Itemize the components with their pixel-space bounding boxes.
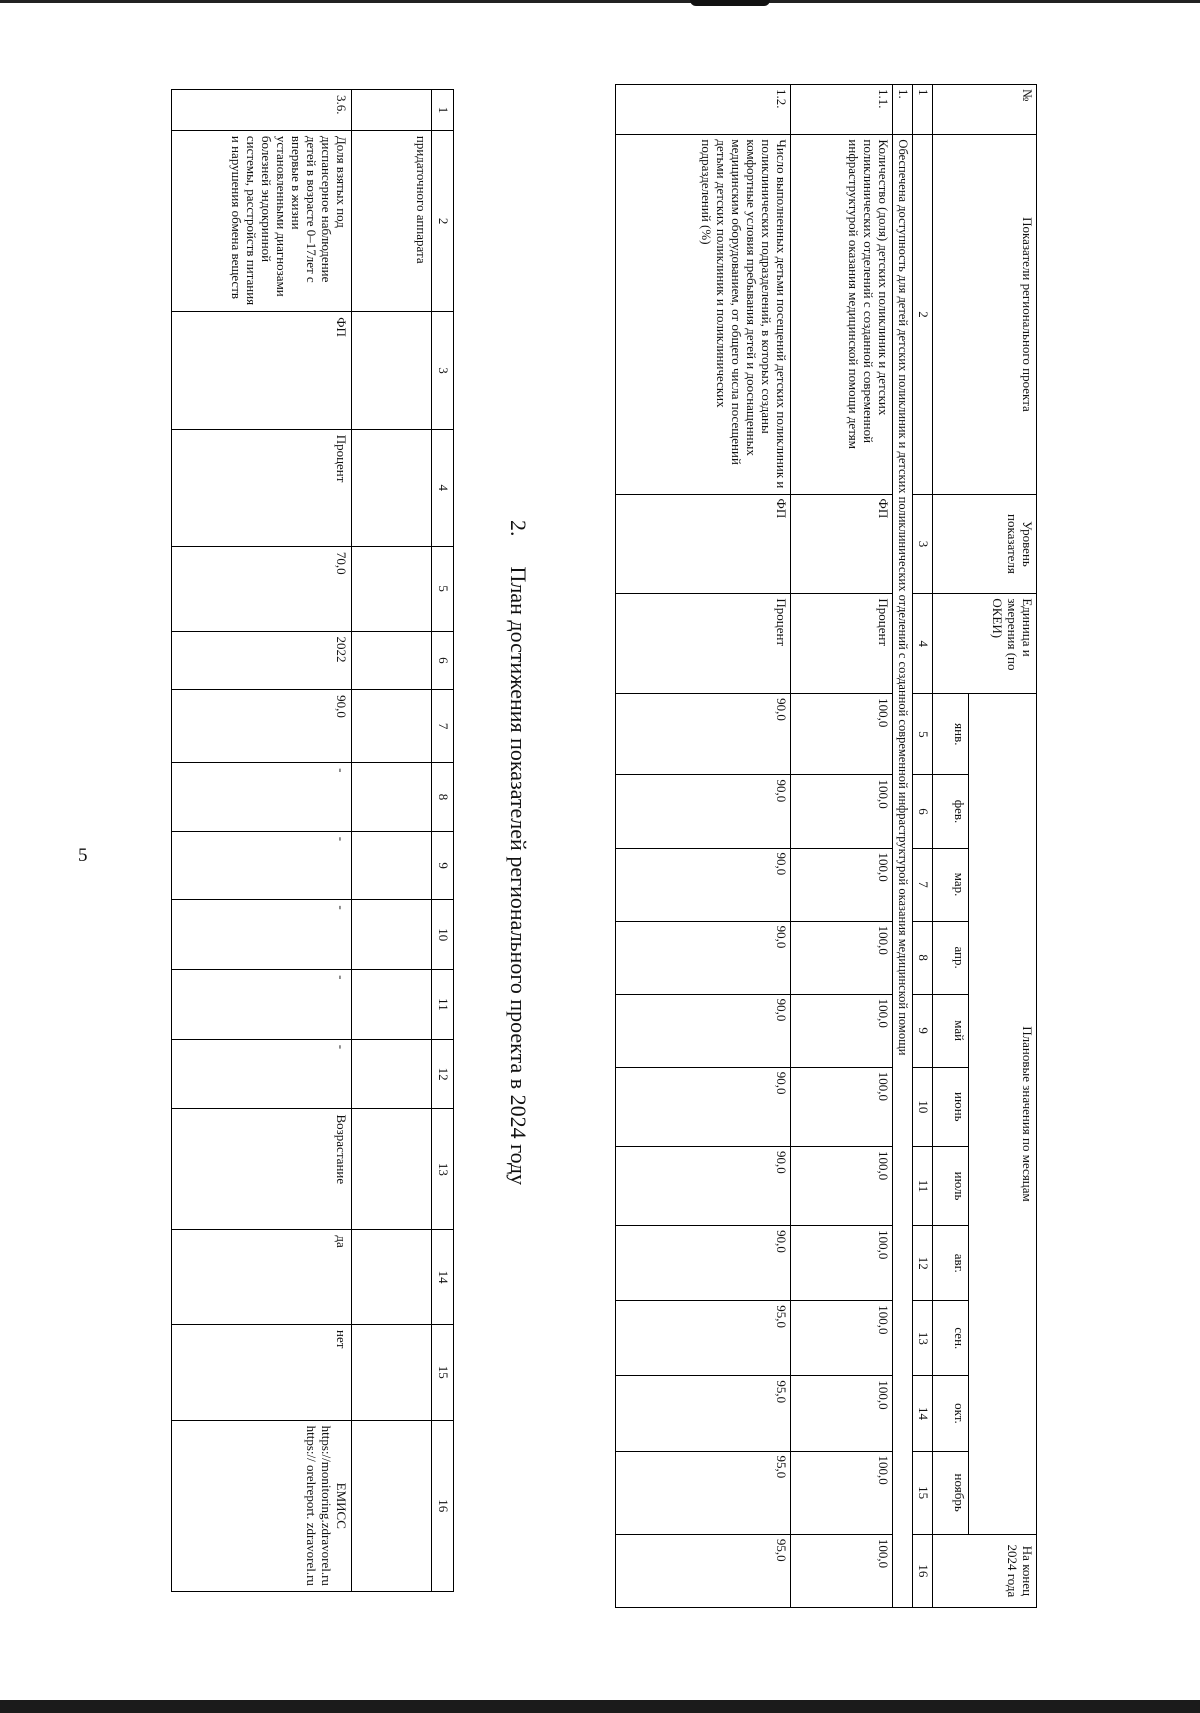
col-number: 14 bbox=[913, 1376, 933, 1451]
col-header: 8 bbox=[432, 763, 454, 832]
indicator-level: ФП bbox=[791, 494, 893, 594]
indicator-name: Число выполненных детьми посещений детских поликлиник и поликлинических подразделений, в которых созданы комфортные условия пребывания детей и дооснащенных медицинским оборудованием, от общего числа посещений детьми детских поликлиник и поликлинических подразделений (%) bbox=[616, 135, 791, 494]
month-label: апр. bbox=[933, 921, 969, 994]
col-header-name: Показатели регионального проекта bbox=[933, 135, 1037, 494]
col-header: 2 bbox=[432, 130, 454, 311]
col-number: 7 bbox=[913, 848, 933, 921]
trend-cell: Возрастание bbox=[172, 1109, 352, 1230]
col-number: 12 bbox=[913, 1226, 933, 1301]
month-value: 100,0 bbox=[791, 1301, 893, 1376]
indicator-name-continued: придаточного аппарата bbox=[352, 130, 432, 311]
section-heading bbox=[505, 520, 531, 1185]
month-label: янв. bbox=[933, 694, 969, 775]
indicator-level: ФП bbox=[616, 494, 791, 594]
col-number: 8 bbox=[913, 921, 933, 994]
indicators-table-continued bbox=[171, 89, 454, 1592]
month-value: 90,0 bbox=[616, 921, 791, 994]
value-cell: - bbox=[172, 970, 352, 1040]
col-number: 11 bbox=[913, 1146, 933, 1225]
col-number: 2 bbox=[913, 135, 933, 494]
end-value: 100,0 bbox=[791, 1534, 893, 1607]
group-row bbox=[893, 85, 913, 1608]
indicator-unit: Процент bbox=[616, 594, 791, 694]
month-value: 100,0 bbox=[791, 1146, 893, 1225]
month-label: окт. bbox=[933, 1376, 969, 1451]
col-header: 13 bbox=[432, 1109, 454, 1230]
month-value: 100,0 bbox=[791, 848, 893, 921]
col-header: 1 bbox=[432, 90, 454, 131]
month-value: 100,0 bbox=[791, 921, 893, 994]
month-value: 100,0 bbox=[791, 1376, 893, 1451]
month-label: ноябрь bbox=[933, 1451, 969, 1534]
col-number: 16 bbox=[913, 1534, 933, 1607]
month-value: 100,0 bbox=[791, 994, 893, 1067]
source-cell: ЕМИСС https://monitoring.zdravorel.ru https:// orelreport. zdravorel.ru bbox=[172, 1420, 352, 1591]
col-number: 4 bbox=[913, 594, 933, 694]
col-header-monthly: Плановые значения по месяцам bbox=[969, 694, 1037, 1535]
month-value: 100,0 bbox=[791, 1067, 893, 1146]
col-header-level: Уровень показателя bbox=[933, 494, 1037, 594]
month-label: мар. bbox=[933, 848, 969, 921]
col-header: 10 bbox=[432, 900, 454, 970]
col-header: 15 bbox=[432, 1325, 454, 1421]
table-row bbox=[172, 90, 352, 1592]
col-number: 3 bbox=[913, 494, 933, 594]
col-number: 1 bbox=[913, 85, 933, 135]
value-cell: - bbox=[172, 831, 352, 900]
row-number: 1.2. bbox=[616, 85, 791, 135]
table-row bbox=[616, 85, 791, 1608]
col-header-end: На конец 2024 года bbox=[933, 1534, 1037, 1607]
month-label: июль bbox=[933, 1146, 969, 1225]
month-value: 90,0 bbox=[616, 1067, 791, 1146]
row-number: 3.6. bbox=[172, 90, 352, 131]
col-header: 11 bbox=[432, 970, 454, 1040]
col-number: 6 bbox=[913, 775, 933, 848]
plan-table bbox=[615, 84, 1037, 1608]
month-value: 100,0 bbox=[791, 1451, 893, 1534]
indicator-unit: Процент bbox=[791, 594, 893, 694]
col-header: 16 bbox=[432, 1420, 454, 1591]
col-header: 6 bbox=[432, 631, 454, 690]
col-header: 5 bbox=[432, 546, 454, 631]
month-label: фев. bbox=[933, 775, 969, 848]
month-value: 90,0 bbox=[616, 1146, 791, 1225]
col-header: 12 bbox=[432, 1039, 454, 1109]
value-cell: 90,0 bbox=[172, 690, 352, 763]
value-cell: - bbox=[172, 1039, 352, 1109]
month-value: 90,0 bbox=[616, 694, 791, 775]
column-numbers-row bbox=[913, 85, 933, 1608]
month-label: май bbox=[933, 994, 969, 1067]
base-year: 2022 bbox=[172, 631, 352, 690]
group-title: Обеспечена доступность для детей детских поликлиник и детских поликлинических отделений с созданной современной инфраструктурой оказания медицинской помощи bbox=[893, 135, 913, 1608]
page-number: 5 bbox=[78, 845, 88, 866]
col-header: 7 bbox=[432, 690, 454, 763]
col-number: 9 bbox=[913, 994, 933, 1067]
indicator-name: Доля взятых под диспансерное наблюдение детей в возрасте 0–17лет с впервые в жизни установленными диагнозами болезней эндокринной системы, расстройств питания и нарушения обмена веществ bbox=[172, 130, 352, 311]
month-value: 100,0 bbox=[791, 775, 893, 848]
table-row bbox=[791, 85, 893, 1608]
col-header: 14 bbox=[432, 1230, 454, 1325]
month-value: 95,0 bbox=[616, 1301, 791, 1376]
group-number: 1. bbox=[893, 85, 913, 135]
table-header-row bbox=[432, 90, 454, 1592]
row-number: 1.1. bbox=[791, 85, 893, 135]
flag-cell: нет bbox=[172, 1325, 352, 1421]
table-header-row bbox=[969, 85, 1037, 1608]
col-header-num: № bbox=[933, 85, 1037, 135]
col-number: 13 bbox=[913, 1301, 933, 1376]
month-value: 95,0 bbox=[616, 1451, 791, 1534]
indicator-name: Количество (доля) детских поликлиник и детских поликлинических отделений с созданной современной инфраструктурой оказания медицинской помощи детям bbox=[791, 135, 893, 494]
value-cell: - bbox=[172, 900, 352, 970]
month-value: 90,0 bbox=[616, 1226, 791, 1301]
col-number: 15 bbox=[913, 1451, 933, 1534]
month-value: 90,0 bbox=[616, 775, 791, 848]
col-header: 4 bbox=[432, 429, 454, 546]
month-value: 95,0 bbox=[616, 1376, 791, 1451]
section-number: 2. bbox=[506, 520, 531, 537]
col-header-unit: Единица и змерения (по ОКЕИ) bbox=[933, 594, 1037, 694]
month-label: авг. bbox=[933, 1226, 969, 1301]
indicator-level: ФП bbox=[172, 312, 352, 429]
flag-cell: да bbox=[172, 1230, 352, 1325]
section-title: План достижения показателей регионального проекта в 2024 году bbox=[506, 566, 531, 1186]
base-value: 70,0 bbox=[172, 546, 352, 631]
month-value: 90,0 bbox=[616, 848, 791, 921]
value-cell: - bbox=[172, 763, 352, 832]
col-header: 9 bbox=[432, 831, 454, 900]
month-label: июнь bbox=[933, 1067, 969, 1146]
month-label: сен. bbox=[933, 1301, 969, 1376]
month-value: 100,0 bbox=[791, 1226, 893, 1301]
col-number: 5 bbox=[913, 694, 933, 775]
month-value: 90,0 bbox=[616, 994, 791, 1067]
month-value: 100,0 bbox=[791, 694, 893, 775]
end-value: 95,0 bbox=[616, 1534, 791, 1607]
table-row bbox=[352, 90, 432, 1592]
col-number: 10 bbox=[913, 1067, 933, 1146]
indicator-unit: Процент bbox=[172, 429, 352, 546]
col-header: 3 bbox=[432, 312, 454, 429]
